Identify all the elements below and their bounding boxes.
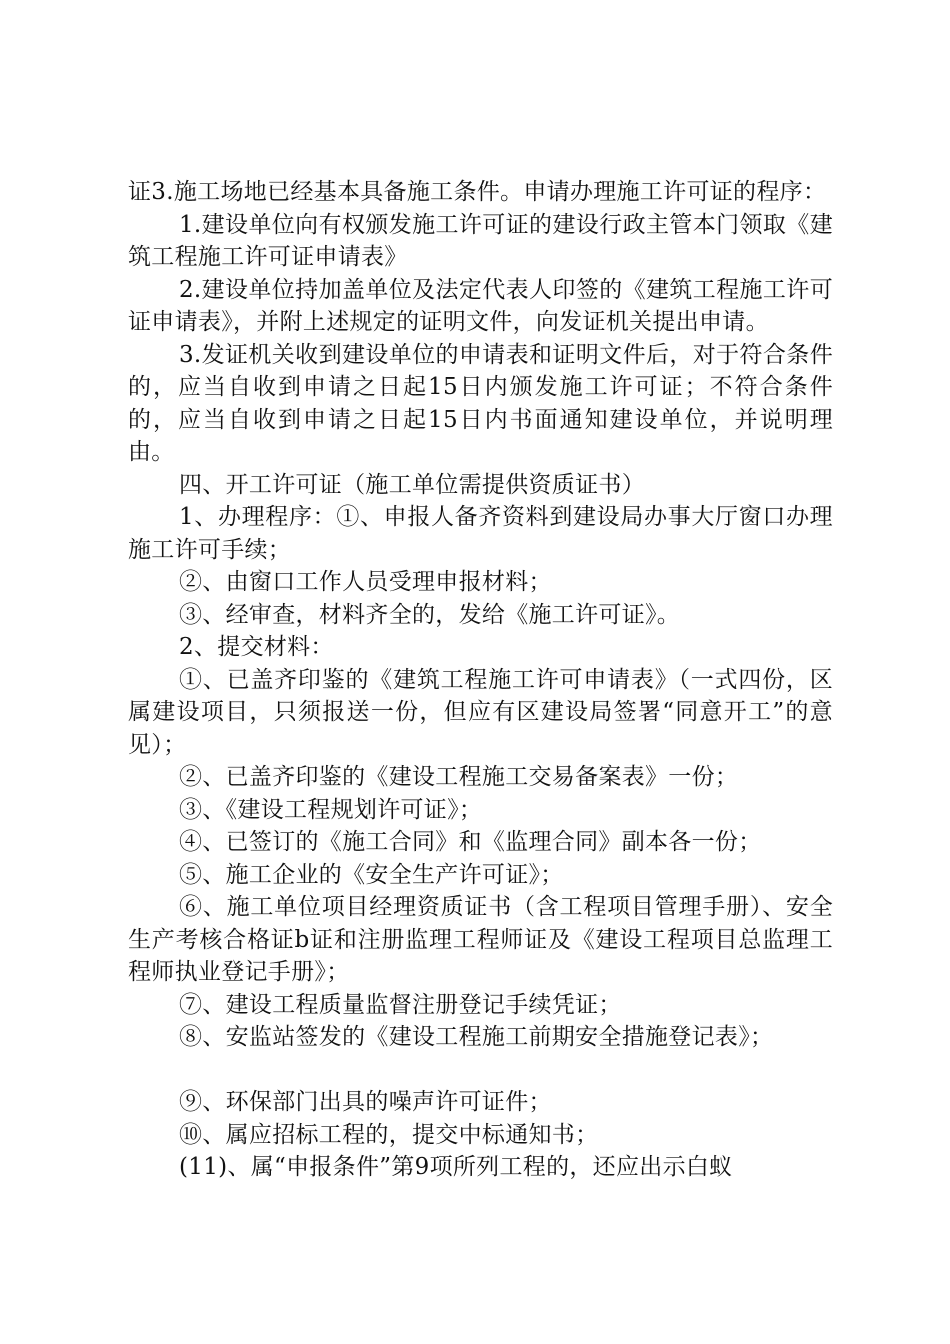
paragraph-2: 1.建设单位向有权颁发施工许可证的建设行政主管本门领取《建筑工程施工许可证申请表》 [128, 211, 833, 270]
material-item-7: ⑦、建设工程质量监督注册登记手续凭证； [179, 991, 622, 1018]
material-item-4: ④、已签订的《施工合同》和《监理合同》副本各一份； [179, 829, 762, 855]
paragraph-procedure: 1、办理程序：①、申报人备齐资料到建设局办事大厅窗口办理施工许可手续； [128, 504, 833, 563]
paragraph-1: 证3.施工场地已经基本具备施工条件。申请办理施工许可证的程序： [128, 179, 827, 205]
section-heading: 四、开工许可证（施工单位需提供资质证书） [179, 471, 645, 498]
blank-line [128, 1054, 833, 1087]
document-body [128, 176, 833, 1184]
procedure-step-2: ②、由窗口工作人员受理申报材料； [179, 569, 552, 595]
procedure-step-3: ③、经审查，材料齐全的，发给《施工许可证》。 [179, 601, 681, 628]
material-item-2: ②、已盖齐印鉴的《建设工程施工交易备案表》一份； [179, 764, 739, 790]
material-item-3: ③、《建设工程规划许可证》； [179, 796, 483, 823]
material-item-6: ⑥、施工单位项目经理资质证书（含工程项目管理手册）、安全生产考核合格证b证和注册监理工程师证及《建设工程项目总监理工程师执业登记手册》； [128, 894, 833, 985]
material-item-8: ⑧、安监站签发的《建设工程施工前期安全措施登记表》； [179, 1024, 774, 1050]
material-item-5: ⑤、施工企业的《安全生产许可证》； [179, 861, 564, 888]
material-item-9: ⑨、环保部门出具的噪声许可证件； [179, 1089, 552, 1115]
material-item-1: ①、已盖齐印鉴的《建筑工程施工许可申请表》（一式四份，区属建设项目，只须报送一份，但应有区建设局签署“同意开工”的意见）； [128, 666, 833, 758]
material-item-10: ⑩、属应招标工程的，提交中标通知书； [179, 1121, 599, 1148]
paragraph-3: 2.建设单位持加盖单位及法定代表人印签的《建筑工程施工许可证申请表》，并附上述规定的证明文件，向发证机关提出申请。 [128, 276, 833, 335]
material-item-11: (11)、属“申报条件”第9项所列工程的，还应出示白蚁 [179, 1154, 733, 1180]
materials-heading: 2、提交材料： [179, 634, 334, 660]
paragraph-4: 3.发证机关收到建设单位的申请表和证明文件后，对于符合条件的，应当自收到申请之日起15日内颁发施工许可证；不符合条件的，应当自收到申请之日起15日内书面通知建设单位，并说明理由。 [128, 341, 833, 465]
